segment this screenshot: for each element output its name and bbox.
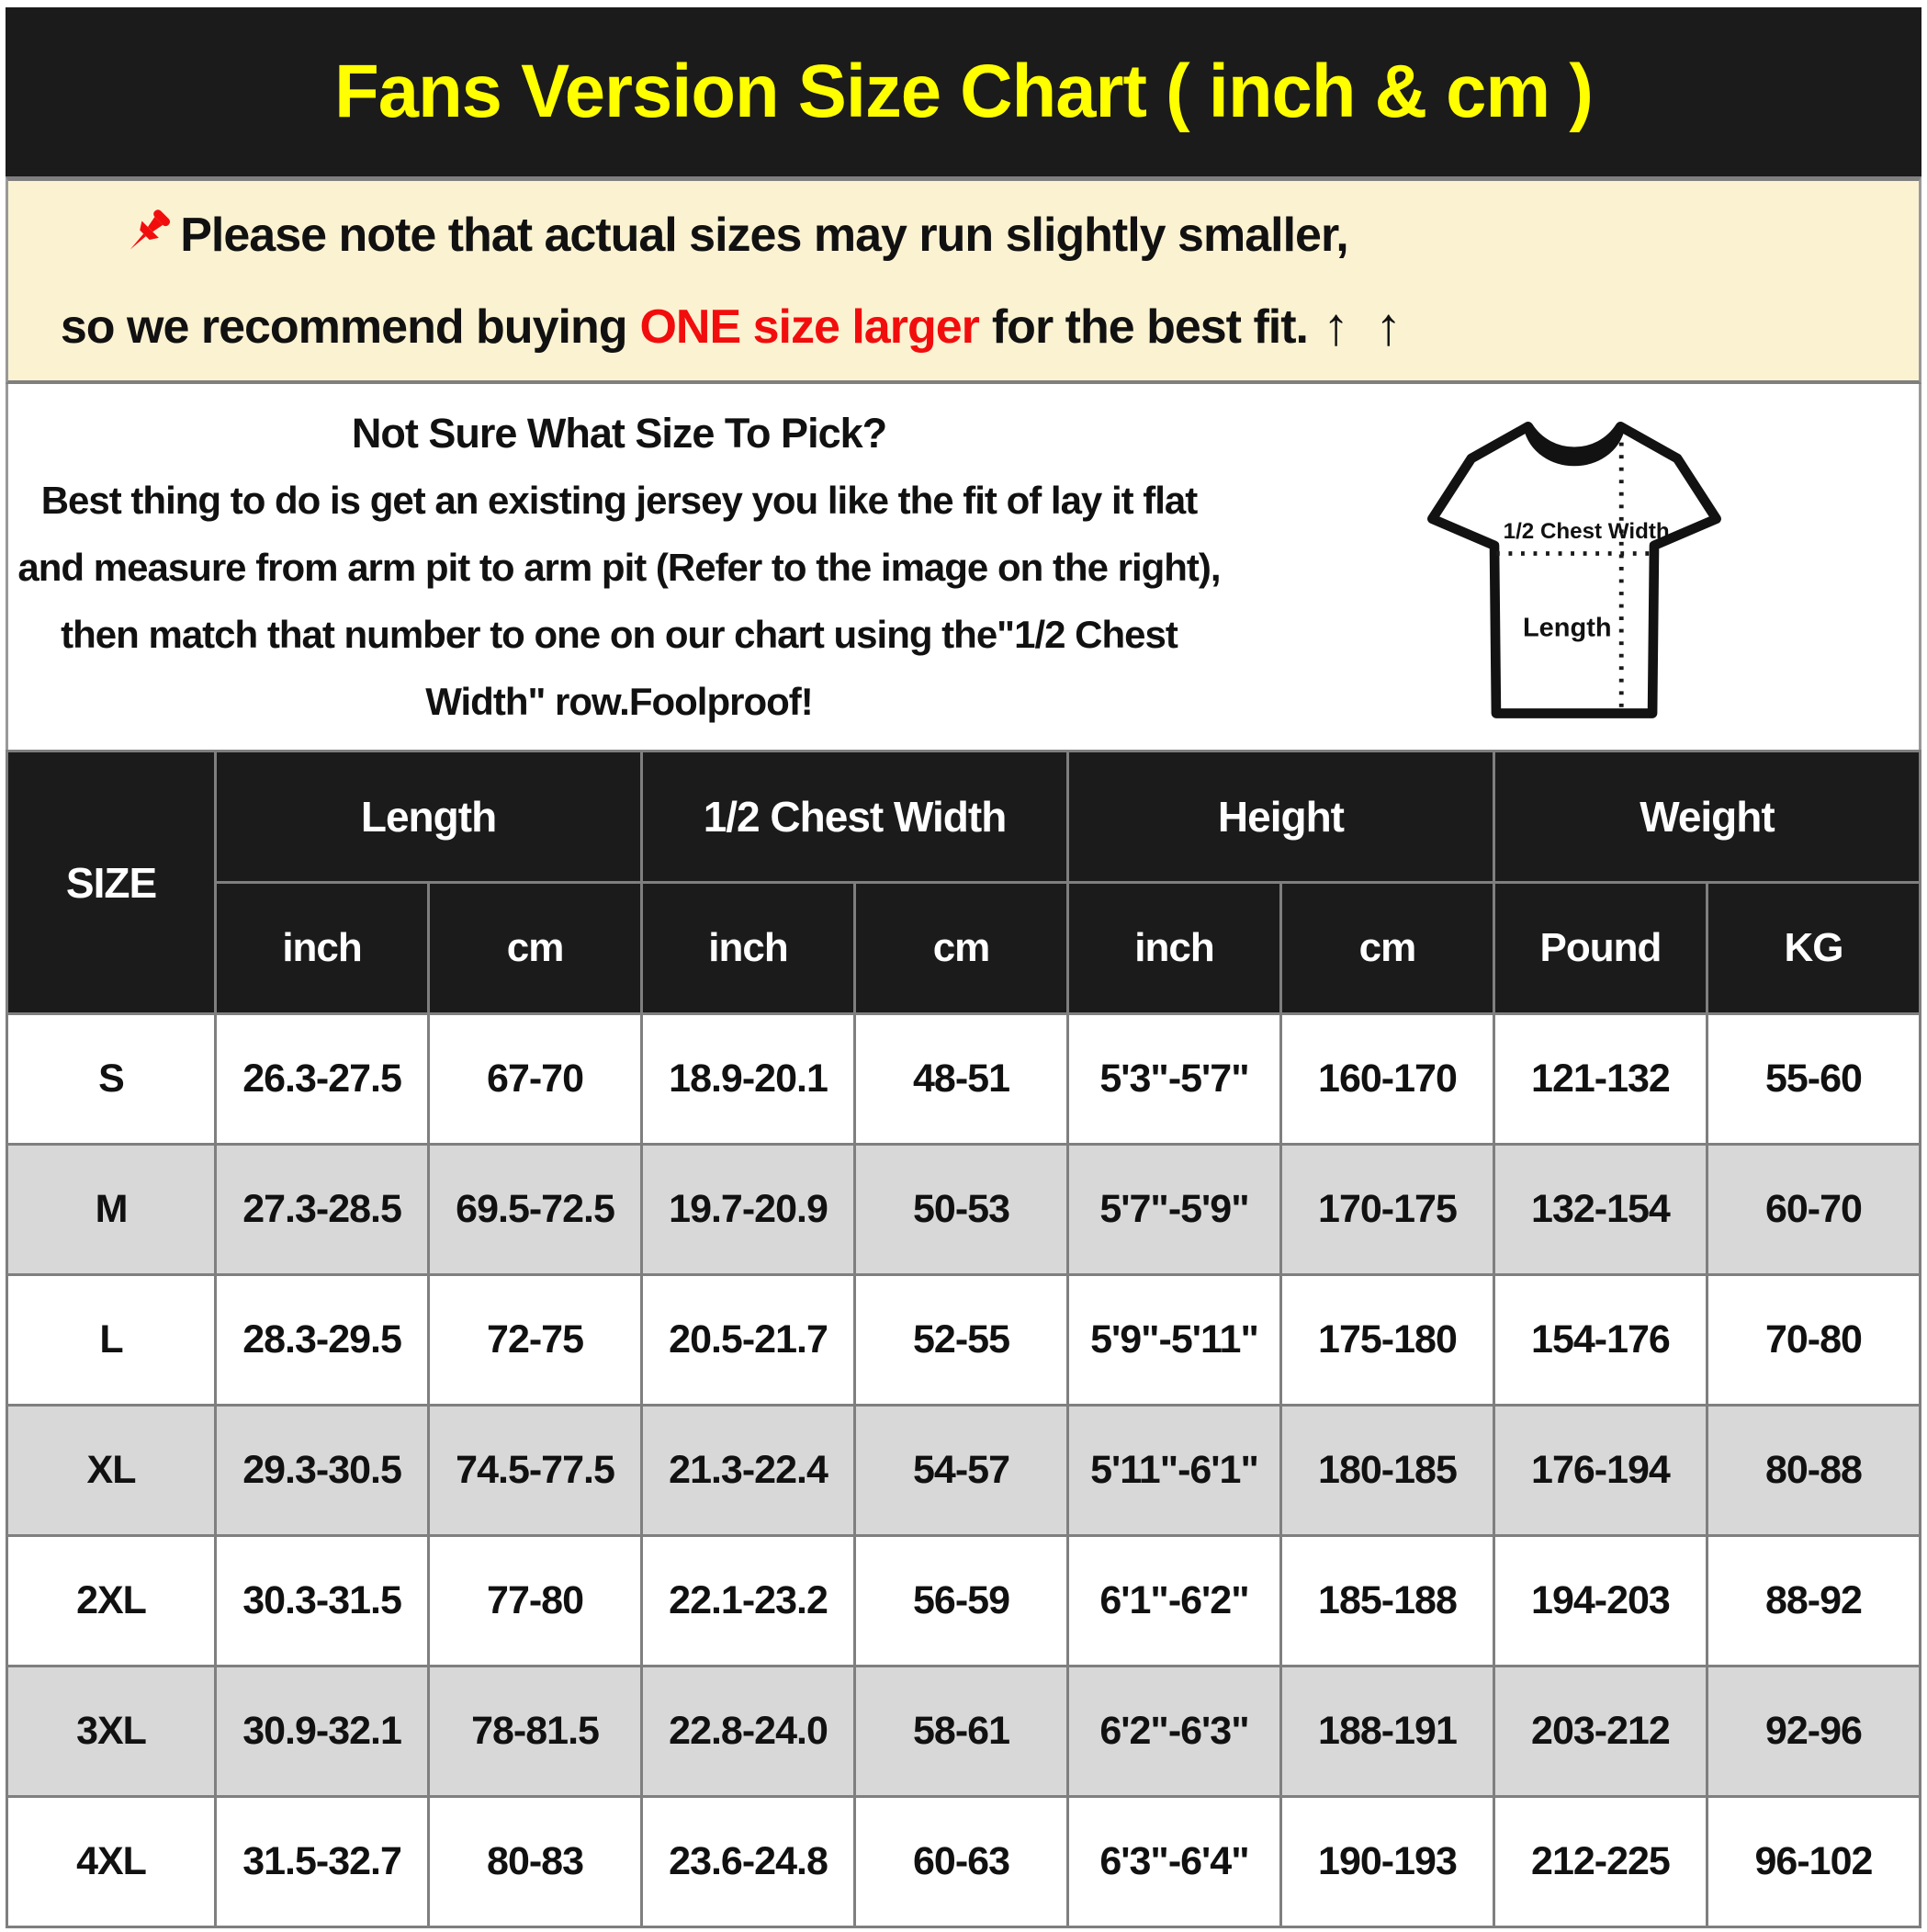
size-cell: 4XL xyxy=(7,1797,216,1927)
note-text-2a: so we recommend buying xyxy=(60,299,627,354)
value-cell: 5'11"-6'1" xyxy=(1067,1406,1280,1536)
value-cell: 48-51 xyxy=(855,1014,1068,1145)
value-cell: 92-96 xyxy=(1707,1666,1920,1797)
value-cell: 20.5-21.7 xyxy=(642,1275,855,1406)
value-cell: 176-194 xyxy=(1493,1406,1707,1536)
value-cell: 52-55 xyxy=(855,1275,1068,1406)
value-cell: 5'9"-5'11" xyxy=(1067,1275,1280,1406)
value-cell: 194-203 xyxy=(1493,1536,1707,1666)
subheader-chest-inch: inch xyxy=(642,883,855,1014)
col-group-chest-width: 1/2 Chest Width xyxy=(642,751,1068,883)
tshirt-measurement-icon xyxy=(1377,407,1772,727)
value-cell: 80-88 xyxy=(1707,1406,1920,1536)
value-cell: 27.3-28.5 xyxy=(216,1145,429,1275)
value-cell: 29.3-30.5 xyxy=(216,1406,429,1536)
page-title: Fans Version Size Chart ( inch & cm ) xyxy=(334,50,1593,133)
value-cell: 50-53 xyxy=(855,1145,1068,1275)
col-group-length: Length xyxy=(216,751,642,883)
note-text-1: Please note that actual sizes may run slightly smaller, xyxy=(180,208,1348,262)
value-cell: 77-80 xyxy=(429,1536,642,1666)
table-subheader-row xyxy=(7,883,1921,1014)
instructions-line-2: Best thing to do is get an existing jersey you like the fit of lay it flat xyxy=(40,478,1198,522)
value-cell: 203-212 xyxy=(1493,1666,1707,1797)
value-cell: 55-60 xyxy=(1707,1014,1920,1145)
table-row-s xyxy=(7,1014,1921,1145)
table-row-xl xyxy=(7,1406,1921,1536)
title-bar xyxy=(6,7,1921,176)
value-cell: 180-185 xyxy=(1280,1406,1493,1536)
table-row-l xyxy=(7,1275,1921,1406)
size-cell: L xyxy=(7,1275,216,1406)
value-cell: 19.7-20.9 xyxy=(642,1145,855,1275)
table-group-header-row xyxy=(7,751,1921,883)
value-cell: 121-132 xyxy=(1493,1014,1707,1145)
value-cell: 78-81.5 xyxy=(429,1666,642,1797)
instructions-line-5: Width" row.Foolproof! xyxy=(425,679,813,723)
value-cell: 30.9-32.1 xyxy=(216,1666,429,1797)
table-row-4xl xyxy=(7,1797,1921,1927)
subheader-height-cm: cm xyxy=(1280,883,1493,1014)
value-cell: 54-57 xyxy=(855,1406,1068,1536)
note-highlight: ONE size larger xyxy=(639,299,979,354)
subheader-chest-cm: cm xyxy=(855,883,1068,1014)
value-cell: 188-191 xyxy=(1280,1666,1493,1797)
value-cell: 6'2"-6'3" xyxy=(1067,1666,1280,1797)
value-cell: 28.3-29.5 xyxy=(216,1275,429,1406)
value-cell: 5'7"-5'9" xyxy=(1067,1145,1280,1275)
value-cell: 190-193 xyxy=(1280,1797,1493,1927)
table-row-m xyxy=(7,1145,1921,1275)
value-cell: 56-59 xyxy=(855,1536,1068,1666)
value-cell: 70-80 xyxy=(1707,1275,1920,1406)
value-cell: 170-175 xyxy=(1280,1145,1493,1275)
value-cell: 60-70 xyxy=(1707,1145,1920,1275)
subheader-height-inch: inch xyxy=(1067,883,1280,1014)
value-cell: 96-102 xyxy=(1707,1797,1920,1927)
value-cell: 23.6-24.8 xyxy=(642,1797,855,1927)
value-cell: 58-61 xyxy=(855,1666,1068,1797)
table-row-3xl xyxy=(7,1666,1921,1797)
note-inner xyxy=(8,189,1459,373)
note-banner xyxy=(6,176,1921,384)
value-cell: 22.8-24.0 xyxy=(642,1666,855,1797)
value-cell: 18.9-20.1 xyxy=(642,1014,855,1145)
value-cell: 80-83 xyxy=(429,1797,642,1927)
note-text-2b: for the best fit. xyxy=(991,299,1308,354)
size-cell: 3XL xyxy=(7,1666,216,1797)
subheader-length-inch: inch xyxy=(216,883,429,1014)
value-cell: 67-70 xyxy=(429,1014,642,1145)
col-header-size: SIZE xyxy=(7,751,216,1014)
value-cell: 175-180 xyxy=(1280,1275,1493,1406)
value-cell: 22.1-23.2 xyxy=(642,1536,855,1666)
size-cell: XL xyxy=(7,1406,216,1536)
size-cell: 2XL xyxy=(7,1536,216,1666)
instructions-heading: Not Sure What Size To Pick? xyxy=(351,409,887,457)
col-group-height: Height xyxy=(1067,751,1493,883)
value-cell: 26.3-27.5 xyxy=(216,1014,429,1145)
value-cell: 6'1"-6'2" xyxy=(1067,1536,1280,1666)
up-arrows-icon: ↑ ↑ xyxy=(1322,296,1408,356)
value-cell: 69.5-72.5 xyxy=(429,1145,642,1275)
size-table xyxy=(6,750,1921,1928)
value-cell: 74.5-77.5 xyxy=(429,1406,642,1536)
length-label: Length xyxy=(1522,613,1612,643)
value-cell: 72-75 xyxy=(429,1275,642,1406)
instructions-line-3: and measure from arm pit to arm pit (Refer to the image on the right), xyxy=(17,545,1221,589)
instructions-text xyxy=(8,400,1230,735)
chest-width-label: 1/2 Chest Width xyxy=(1503,519,1670,545)
size-cell: S xyxy=(7,1014,216,1145)
subheader-weight-kg: KG xyxy=(1707,883,1920,1014)
value-cell: 88-92 xyxy=(1707,1536,1920,1666)
value-cell: 185-188 xyxy=(1280,1536,1493,1666)
subheader-length-cm: cm xyxy=(429,883,642,1014)
subheader-weight-pound: Pound xyxy=(1493,883,1707,1014)
note-line-1 xyxy=(8,189,1459,281)
value-cell: 212-225 xyxy=(1493,1797,1707,1927)
value-cell: 31.5-32.7 xyxy=(216,1797,429,1927)
note-line-2 xyxy=(8,281,1459,373)
size-cell: M xyxy=(7,1145,216,1275)
value-cell: 132-154 xyxy=(1493,1145,1707,1275)
pushpin-icon xyxy=(119,207,176,264)
value-cell: 5'3"-5'7" xyxy=(1067,1014,1280,1145)
value-cell: 6'3"-6'4" xyxy=(1067,1797,1280,1927)
shirt-diagram xyxy=(1230,407,1919,727)
col-group-weight: Weight xyxy=(1493,751,1920,883)
value-cell: 30.3-31.5 xyxy=(216,1536,429,1666)
value-cell: 160-170 xyxy=(1280,1014,1493,1145)
value-cell: 154-176 xyxy=(1493,1275,1707,1406)
value-cell: 60-63 xyxy=(855,1797,1068,1927)
instructions-line-4: then match that number to one on our chart using the"1/2 Chest xyxy=(61,612,1178,656)
value-cell: 21.3-22.4 xyxy=(642,1406,855,1536)
table-row-2xl xyxy=(7,1536,1921,1666)
instructions-section xyxy=(6,384,1921,750)
